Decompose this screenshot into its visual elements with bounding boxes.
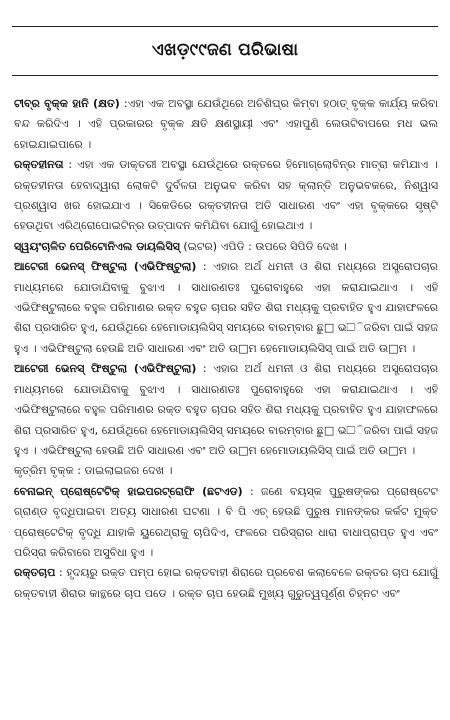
page-title: ଏଖଡ଼୯୯ଜଣ ପରିଭାଷା: [151, 40, 299, 60]
definition-entry: [14, 94, 438, 155]
definition-term: ବେନାଇନ୍ ପ୍ରୋଷ୍ଟେଟିକ୍ ହାଇପରଟ୍ରୋଫି (ଛଟଏଡ): [14, 484, 243, 498]
definition-entry: [14, 237, 438, 257]
definition-entry: [14, 155, 438, 237]
definition-text: : ହୃଦୟରୁ ରକ୍ତ ପମ୍ପ ହୋଇ ରକ୍ତବାହୀ ଶିରାରେ ପ୍ରବେଶ କଲାବେଳେ ରକ୍ତର ଚାପ ଯୋଗୁଁ ରକ୍ତବାହୀ ଶିରାର କାନ୍ଥରେ ଚାପ ପଡେ । ରକ୍ତ ଚାପ ହେଉଛି ମୁଖ୍ୟ ଗୁରୁତ୍ୱପୂର୍ଣ୍ଣ ଚିହ୍ନଟ ଏବଂ: [14, 566, 438, 600]
definition-term: ଟୀବ୍ର ବୃକ୍କ ହାନି (କ୍ଷତ): [14, 97, 120, 110]
definition-term: ରକ୍ତଚାପ: [14, 566, 56, 580]
definition-entry: [14, 482, 438, 564]
definition-text: : ଏହାର ଅର୍ଥ ଧମନୀ ଓ ଶିରା ମଧ୍ୟରେ ଅସ୍ତ୍ରୋପଚାର ମାଧ୍ୟମରେ ଯୋଡାଯିବାକୁ ବୁଝାଏ । ସାଧାରଣତଃ ପୁରୋବାହୁରେ ଏହା କରାଯାଇଥାଏ । ଏହି ଏଭିଫିଷ୍ଟୁଲାରେ ବହୁଳ ପରିମାଣର ରକ୍ତ ବହୁତ ଚାପର ସହିତ ଶିରା ମଧ୍ୟକୁ ପ୍ରବାହିତ ହୁଏ ଯାହାଫଳରେ ଶିରା ପ୍ରସାରିତ ହୁଏ, ଯେଉଁଥିରେ ହେମୋଡାୟଲିସିସ୍ ସମୟରେ ବାରମ୍ବାର ଛୁ□ ଭ□ିଜରିବା ପାଇଁ ସହଜ ହୁଏ । ଏଭିଫିଷ୍ଟୁଲା ହେଉଛି ଅତି ସାଧାରଣ ଏବଂ ଅତି ଉ□ମ ହେମୋଡାୟଲିସିସ୍ ପାଇଁ ଅତି ଉ□ମ ।: [14, 260, 438, 355]
definition-term: ଆଟେରୀ ଭେନସ୍ ଫିଷ୍ଟୁଲା (ଏଭିଫିଷ୍ଟୁଲା): [14, 362, 197, 376]
definition-text: କୃତ୍ରିମ ବୃକ୍କ : ଡାଇଲାଇଜର ଦେଖ ।: [14, 464, 173, 478]
definition-term: ସ୍ୱୟଂଚାଳିତ ପେରିଟୋନିଏଲ ଡାୟଲିସିସ୍: [14, 239, 180, 253]
definitions-list: [14, 94, 438, 604]
definition-entry: [14, 563, 438, 604]
definition-entry: [14, 359, 438, 461]
definition-entry: [14, 461, 438, 481]
definition-term: ରକ୍ତହୀନତା: [14, 158, 64, 172]
top-rule: [12, 26, 438, 27]
definition-text: (ଇଟର) ଏପିଡି : ଉପରେ ସିପିଡି ଦେଖ ।: [179, 239, 347, 253]
definition-text: :ଏହା ଏକ ଅବସ୍ଥା ଯେଉଁଥିରେ ଅଚିଶିଘ୍ର କିମ୍ବା ହଠାତ୍ ବୃକ୍କ କାର୍ଯ୍ୟ କରିବା ବନ୍ଦ କରିଦିଏ । ଏହି ପ୍ରକାରର ବୃକ୍କ କ୍ଷତି କ୍ଷଣସ୍ଥାୟୀ ଏବଂ ଏହାପୁଣି ଲେଉଟିବାପରେ ମଧ ଭଲ ହୋଇଯାଇପାରେ ।: [14, 97, 439, 151]
definition-entry: [14, 257, 438, 359]
title-underline: [12, 75, 438, 76]
definition-term: ଆଟେରୀ ଭେନସ୍ ଫିଷ୍ଟୁଲା (ଏଭିଫିଷ୍ଟୁଲା): [14, 260, 197, 274]
definition-text: : ଏହାର ଅର୍ଥ ଧମନୀ ଓ ଶିରା ମଧ୍ୟରେ ଅସ୍ତ୍ରୋପଚାର ମାଧ୍ୟମରେ ଯୋଡାଯିବାକୁ ବୁଝାଏ । ସାଧାରଣତଃ ପୁରୋବାହୁରେ ଏହା କରାଯାଇଥାଏ । ଏହି ଏଭିଫିଷ୍ଟୁଲାରେ ବହୁଳ ପରିମାଣର ରକ୍ତ ବହୁତ ଚାପର ସହିତ ଶିରା ମଧ୍ୟକୁ ପ୍ରବାହିତ ହୁଏ ଯାହାଫଳରେ ଶିରା ପ୍ରସାରିତ ହୁଏ, ଯେଉଁଥିରେ ହେମୋଡାୟଲିସିସ୍ ସମୟରେ ବାରମ୍ବାର ଛୁ□ ଭ□ିଜରିବା ପାଇଁ ସହଜ ହୁଏ । ଏଭିଫିଷ୍ଟୁଲା ହେଉଛି ଅତି ସାଧାରଣ ଏବଂ ଅତି ଉ□ମ ହେମୋଡାୟଲିସିସ୍ ପାଇଁ ଅତି ଉ□ମ ।: [14, 362, 438, 457]
definition-text: : ଜଣେ ବୟସ୍କ ପୁରୁଷଙ୍କର ପ୍ରୋଷ୍ଟେଟ ଗ୍ରାଣ୍ଡ ବୃଦ୍ଧିପାଇବା ଅତ୍ୟ ସାଧାରଣ ଘଟଣା । ବି ପି ଏଚ୍ ହେଉଛି ପୁରୁଷ ମାନଙ୍କର କର୍କଟ ମୁକ୍ତ ପ୍ରୋଷ୍ଟେଟିକ୍ ବୃଦ୍ଧି ଯାହାକି ୟୁରେଥ୍ରାକୁ ଚାପିଦିଏ, ଫଳରେ ପରିସ୍ରାର ଧାରା ବାଧାପ୍ରାପ୍ତ ହୁଏ ଏବଂ ପରିସ୍ରା କରିବାରେ ଅସୁବିଧା ହୁଏ ।: [14, 484, 438, 559]
definition-text: : ଏହା ଏକ ଡାକ୍ତରୀ ଅବସ୍ଥା ଯେଉଁଥିରେ ରକ୍ତରେ ହିମୋଗ୍ଲୋବିନ୍‌ର ମାତ୍ରା କମିଯାଏ । ରକ୍ତହୀନତା ହେବାଦ୍ୱାରା ଲୋକଟି ଦୁର୍ବଳତା ଅନୁଭବ କରିବା ସହ କ୍ଲାନ୍ତି ଅନୁଭବକରେ, ନିଶ୍ୱାସ ପ୍ରଶ୍ୱାସ ଖର ହୋଇଯାଏ । ସିକେଡିରେ ରକ୍ତହୀନତା ଅତି ସାଧାରଣ ଏବଂ ଏହା ବୃକ୍କରେ ସୃଷ୍ଟି ହେଉଥିବା ଏରିଥ୍ରୋପୋଇଟିନ୍‌ର ଉତ୍ପାଦନ କମିଯିବା ଯୋଗୁଁ ହୋଇଥାଏ ।: [14, 158, 438, 233]
